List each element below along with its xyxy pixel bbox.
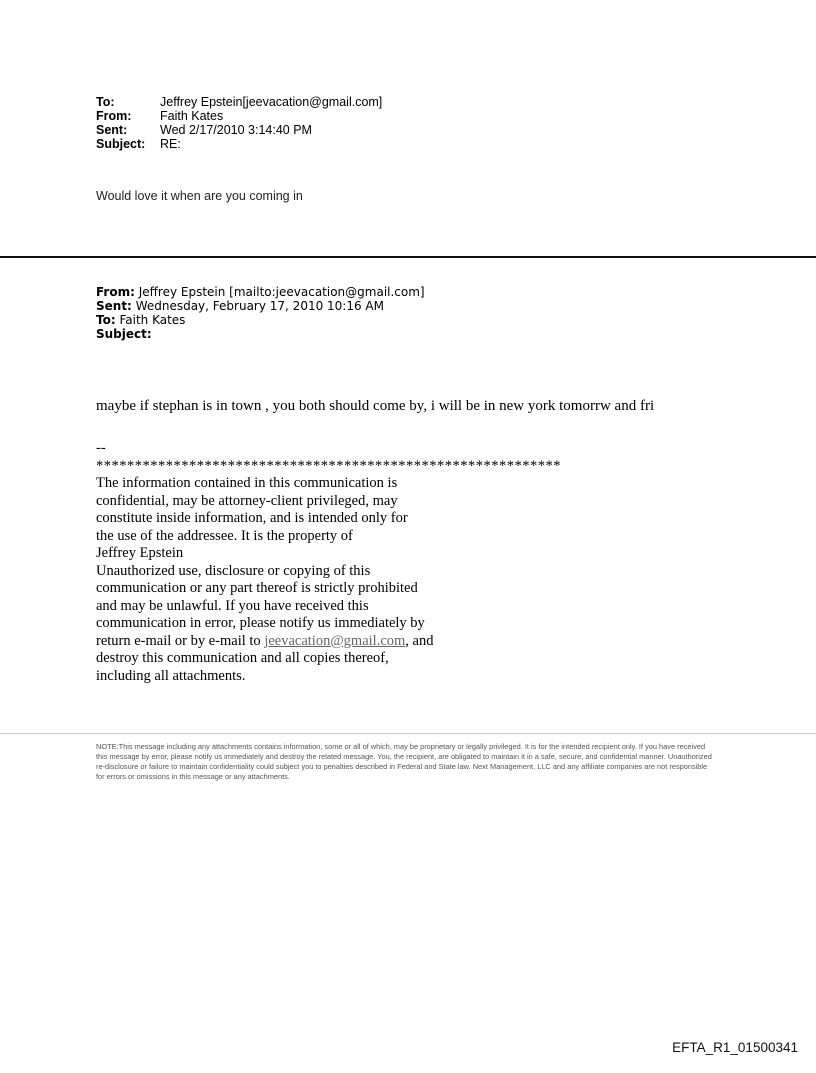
- quoted-from-value: Jeffrey Epstein [mailto:jeevacation@gmail.com]: [138, 285, 425, 299]
- signature-line: and may be unlawful. If you have received this: [96, 597, 369, 614]
- quoted-sent-label: Sent:: [96, 299, 132, 313]
- subject-label: Subject:: [96, 137, 146, 151]
- signature-stars: ************************************************************: [96, 457, 561, 474]
- quoted-body: maybe if stephan is in town , you both should come by, i will be in new york tomorrw and fri: [96, 398, 655, 414]
- from-value: Faith Kates: [160, 109, 224, 123]
- signature-return-line: [96, 633, 561, 651]
- quoted-subject-row: [96, 327, 425, 341]
- header-sent-row: [96, 123, 382, 137]
- signature-line: Jeffrey Epstein: [96, 545, 184, 561]
- reply-body: Would love it when are you coming in: [96, 189, 303, 203]
- email-link[interactable]: jeevacation@gmail.com: [264, 632, 406, 649]
- signature-line: destroy this communication and all copies thereof,: [96, 650, 389, 666]
- quoted-to-label: To:: [96, 313, 116, 327]
- signature-line: confidential, may be attorney-client privileged, may: [96, 492, 398, 509]
- sent-value: Wed 2/17/2010 3:14:40 PM: [160, 123, 312, 137]
- subject-value: RE:: [160, 137, 181, 151]
- to-value: Jeffrey Epstein[jeevacation@gmail.com]: [160, 95, 383, 109]
- signature-dash: --: [96, 440, 106, 456]
- email-header: [96, 95, 382, 151]
- quoted-from-row: [96, 285, 425, 299]
- signature-line: The information contained in this communication is: [96, 475, 398, 491]
- header-subject-row: [96, 137, 382, 151]
- signature-line: constitute inside information, and is intended only for: [96, 510, 408, 526]
- quoted-sent-row: [96, 299, 425, 313]
- signature-disclaimer: [96, 440, 561, 685]
- quoted-header: [96, 285, 425, 341]
- quoted-subject-label: Subject:: [96, 327, 152, 341]
- return-prefix: return e-mail or by e-mail to: [96, 632, 265, 649]
- signature-line: communication or any part thereof is strictly prohibited: [96, 580, 418, 596]
- bates-number: EFTA_R1_01500341: [672, 1040, 798, 1055]
- signature-line: Unauthorized use, disclosure or copying of this: [96, 562, 371, 579]
- signature-line: including all attachments.: [96, 667, 246, 684]
- signature-line: communication in error, please notify us immediately by: [96, 615, 425, 631]
- separator-rule: [0, 256, 816, 258]
- quoted-to-value: Faith Kates: [119, 313, 186, 327]
- quoted-to-row: [96, 313, 425, 327]
- return-suffix: , and: [405, 632, 434, 649]
- header-to-row: [96, 95, 382, 109]
- signature-line: the use of the addressee. It is the property of: [96, 527, 353, 544]
- to-label: To:: [96, 95, 115, 109]
- quoted-from-label: From:: [96, 285, 135, 299]
- note-divider: [0, 733, 816, 734]
- from-label: From:: [96, 109, 132, 123]
- legal-note: NOTE:This message including any attachments contains information, some or all of which, may be proprietary or legally privileged. It is for the intended recipient only. If you have received this message by error, please notify us immediately and destroy the related message. You, the recipient, are obligated to maintain it in a safe, secure, and confidential manner. Unauthorized re-disclosure or failure to maintain confidentiality could subject you to penalties described in Federal and State law. Next Management, LLC and any affiliate companies are not responsible for errors or omissions in this message or any attachments.: [96, 742, 712, 781]
- quoted-sent-value: Wednesday, February 17, 2010 10:16 AM: [135, 299, 384, 313]
- header-from-row: [96, 109, 382, 123]
- sent-label: Sent:: [96, 123, 128, 137]
